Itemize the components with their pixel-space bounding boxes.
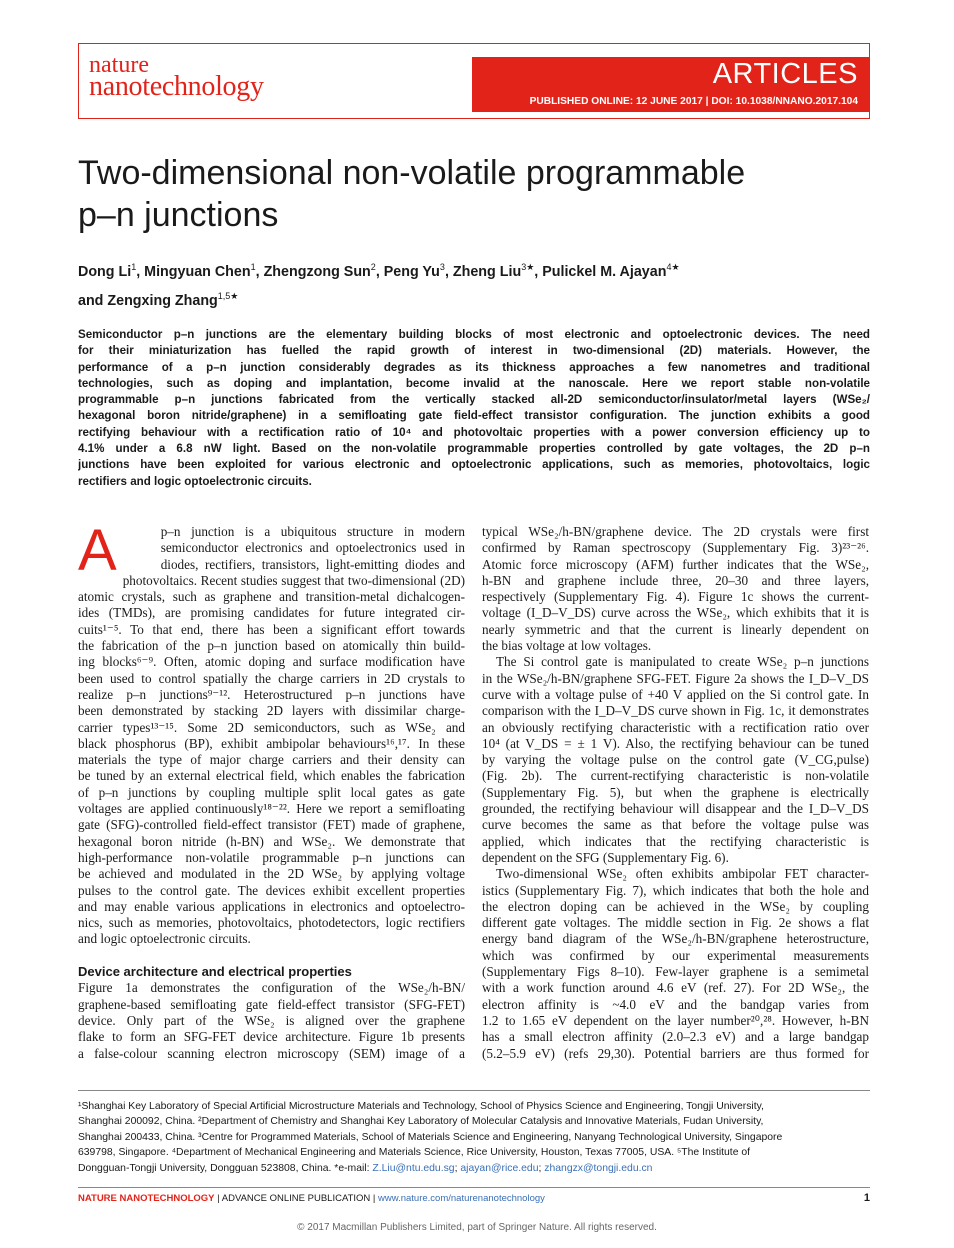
- body-line: (5.2–5.9 eV) (refs 29,30). Potential barriers are thus formed for: [482, 1045, 869, 1061]
- body-line: Atomic force microscopy (AFM) further indicates that the WSe₂,: [482, 556, 869, 572]
- intro-paragraph: [78, 518, 465, 948]
- abstract: [78, 327, 870, 490]
- body-line: with a work function around 4.6 eV (ref. 27). For 2D WSe₂, the: [482, 980, 869, 996]
- abstract-line: junctions have been exploited for various electronic and optoelectronic applications, such as memories, photovoltaics, logic: [78, 458, 870, 472]
- article-title: [78, 152, 868, 236]
- footer-divider: [78, 1187, 870, 1188]
- author-affiliation: 2: [370, 262, 376, 272]
- abstract-line: programmable p–n junctions fabricated from the vertically stacked all-2D semiconductor/insulator/metal layers (WSe₂/: [78, 393, 870, 407]
- affiliations-footnote: [78, 1099, 870, 1176]
- abstract-line: Semiconductor p–n junctions are the elementary building blocks of most electronic and optoelectronic devices. The need: [78, 328, 870, 341]
- body-line: pulses to the control gate. The devices exhibit excellent properties: [78, 882, 465, 898]
- affiliation-line: Shanghai 200092, China. ²Department of Chemistry and Shanghai Key Laboratory of Molecular Catalysis and Innovative Materials, Fudan University,: [78, 1116, 764, 1128]
- author-affiliation: 1: [131, 262, 137, 272]
- affiliation-line: Shanghai 200433, China. ³Centre for Programmed Materials, School of Materials Science and Engineering, Nanyang Technological University, Singapore: [78, 1131, 783, 1143]
- body-line: hexagonal boron nitride (h-BN) and WSe₂. We demonstrate that: [78, 833, 465, 849]
- body-line: The Si control gate is manipulated to create WSe₂ p–n junctions: [496, 654, 869, 670]
- author-name[interactable]: Zengxing Zhang: [107, 292, 218, 309]
- journal-logo[interactable]: [89, 52, 264, 102]
- author-name[interactable]: Zheng Liu: [452, 263, 522, 280]
- abstract-line: technologies, such as doping and implantation, become invalid at the nanoscale. Here we report stable non-volatile: [78, 376, 870, 390]
- author-name[interactable]: Peng Yu: [383, 263, 440, 280]
- title-line-1: Two-dimensional non-volatile programmable: [78, 154, 746, 192]
- body-line: grounded, the rectifying behaviour will disappear and the I_D–V_DS: [482, 801, 869, 817]
- body-column-left: [78, 518, 465, 1062]
- body-line: realize p–n junctions⁹⁻¹². Heterostructured p–n junctions have: [78, 686, 465, 702]
- body-line: nics, such as memories, photovoltaics, photodetectors, logic rectifiers: [78, 915, 465, 931]
- body-line: (Supplementary Figs 8–10). Few-layer graphene is a semimetal: [482, 964, 869, 980]
- footer-info: [78, 1193, 545, 1204]
- body-line: nearly symmetric and that the current is linearly dependent on: [482, 621, 869, 637]
- author-line-1: Dong Li$^1$, Mingyuan Chen$^1$, Zhengzong Sun$^2$, Peng Yu$^3$, Zheng Liu$^{3★}$, Pulickel M. Ajayan$^{4★}$: [78, 262, 680, 280]
- author-affiliation: 3★: [521, 262, 535, 272]
- author-affiliation: 4★: [666, 262, 680, 272]
- journal-url-link[interactable]: www.nature.com/naturenanotechnology: [378, 1193, 545, 1204]
- body-line: typical WSe₂/h-BN/graphene device. The 2D crystals were first: [482, 524, 869, 539]
- abstract-line: 4.1% under a 6.8 nW light. Based on the non-volatile programmable properties controlled by gate voltages, the 2D p–n: [78, 442, 870, 456]
- body-line: be achieved and modulated in the 2D WSe₂ by applying voltage: [78, 866, 465, 882]
- author-name[interactable]: Zhengzong Sun: [263, 263, 371, 280]
- body-line: high-performance non-volatile programmable p–n junctions can: [78, 849, 465, 865]
- body-column-right: [482, 524, 869, 1062]
- email-link[interactable]: zhangzx@tongji.edu.cn: [544, 1162, 653, 1174]
- body-line: atomic crystals, such as graphene and transition-metal dichalcogen-: [78, 589, 465, 605]
- body-line: electron affinity is ~4.0 eV and the bandgap varies from: [482, 996, 869, 1012]
- journal-logo-line2: nanotechnology: [89, 71, 264, 102]
- author-name[interactable]: Mingyuan Chen: [144, 263, 251, 280]
- section-paragraph: [78, 980, 465, 1061]
- body-line: curve becomes the same as that before the voltage pulse was: [482, 817, 869, 833]
- footer-journal-name: NATURE NANOTECHNOLOGY: [78, 1193, 215, 1204]
- body-line: an obviously rectifying characteristic with a rectification ratio over: [482, 719, 869, 735]
- body-line: photovoltaics. Recent studies suggest that two-dimensional (2D): [122, 572, 465, 588]
- body-line: p–n junction is a ubiquitous structure in modern: [160, 524, 465, 539]
- body-line: of p–n junctions by coupling multiple split local gates as gate: [78, 784, 465, 800]
- body-line: confirmed by Raman spectroscopy (Supplementary Fig. 3)²³⁻²⁶.: [482, 540, 869, 556]
- affiliation-line: ¹Shanghai Key Laboratory of Special Artificial Microstructure Materials and Technology, School of Physics Science and Engineering, Tongji University,: [78, 1101, 764, 1112]
- author-conjunction: and: [78, 292, 108, 309]
- copyright-notice: © 2017 Macmillan Publishers Limited, part of Springer Nature. All rights reserved.: [297, 1222, 657, 1233]
- body-line: respectively (Supplementary Fig. 4). Figure 1c shows the current-: [482, 589, 869, 605]
- affiliation-lines: [78, 1099, 870, 1176]
- body-line: voltage (I_D–V_DS) curve across the WSe₂, which exhibits that it is: [482, 605, 869, 621]
- body-line: curve with a voltage pulse of +40 V applied on the Si control gate. In: [482, 686, 869, 702]
- abstract-line: hexagonal boron nitride/graphene) in a semifloating gate field-effect transistor configuration. The junction exhibits a good: [78, 409, 870, 423]
- author-affiliation: 1,5★: [217, 290, 239, 301]
- footer-separator: | ADVANCE ONLINE PUBLICATION |: [214, 1193, 379, 1204]
- abstract-line: rectifiers and logic optoelectronic circuits.: [78, 474, 312, 488]
- affiliation-line: 639798, Singapore. ⁴Department of Mechanical Engineering and Materials Science, Rice University, Houston, Texas 77005, USA. ⁵The Institute of: [78, 1147, 751, 1159]
- body-line: been used to control spatially the charge carriers in 2D crystals to: [78, 670, 465, 686]
- body-line: the electron doping can be achieved in the WSe₂ by coupling: [482, 898, 869, 914]
- abstract-line: for their miniaturization has fuelled the rapid growth of interest in two-dimensional (2D) materials. However, the: [78, 344, 870, 358]
- body-line: a false-colour scanning electron microscopy (SEM) image of a: [78, 1045, 465, 1061]
- body-line: flake to form an SFG-FET device architecture. Figure 1b presents: [78, 1029, 465, 1045]
- body-line: graphene-based semifloating gate field-effect transistor (SFG-FET): [78, 996, 465, 1012]
- affiliation-line: Dongguan-Tongji University, Dongguan 523808, China. *e-mail: Z.Liu@ntu.edu.sg; ajayan@rice.edu; zhangzx@tongji.edu.cn: [78, 1162, 653, 1174]
- body-line: dependent on the SFG (Supplementary Fig. 6).: [482, 849, 729, 865]
- publication-info: PUBLISHED ONLINE: 12 JUNE 2017 | DOI: 10.1038/NNANO.2017.104: [529, 96, 858, 107]
- body-line: diodes, rectifiers, transistors, light-emitting diodes and: [160, 556, 465, 572]
- body-line: the fabrication of the p–n junction based on atomically thin build-: [78, 638, 465, 654]
- body-line: and may enable various applications in electronics and optoelectro-: [78, 898, 465, 914]
- section-label: ARTICLES: [712, 58, 858, 90]
- abstract-line: rectifying behaviour with a rectification ratio of 10⁴ and photovoltaic properties with a power conversion efficiency up to: [78, 425, 870, 439]
- body-line: in the WSe₂/h-BN/graphene SFG-FET. Figure 2a shows the I_D–V_DS: [482, 670, 869, 686]
- body-line: comparison with the I_D–V_DS curve shown in Fig. 1c, it demonstrates: [482, 703, 869, 719]
- body-line: different gate voltages. The middle section in Fig. 2e shows a flat: [482, 915, 869, 931]
- author-name[interactable]: Pulickel M. Ajayan: [542, 263, 667, 280]
- body-line: ides (TMDs), are promising candidates for future integrated cir-: [78, 605, 465, 621]
- title-line-2: p–n junctions: [78, 196, 279, 234]
- author-line-2: [78, 284, 868, 313]
- body-line: been demonstrated by stacking 2D layers with dissimilar charge-: [78, 703, 465, 719]
- body-line: Figure 1a demonstrates the configuration of the WSe₂/h-BN/: [78, 980, 465, 996]
- body-line: energy band diagram of the WSe₂/h-BN/graphene heterostructure,: [482, 931, 869, 947]
- page-number: 1: [863, 1192, 870, 1204]
- author-list: [78, 255, 868, 313]
- body-line: h-BN and graphene include three, 20–30 and three layers,: [482, 572, 869, 588]
- body-line: device. Only part of the WSe₂ is aligned over the graphene: [78, 1012, 465, 1028]
- body-line: semiconductor electronics and optoelectronics used in: [160, 540, 465, 556]
- author-affiliation: 1: [250, 262, 256, 272]
- body-line: (Fig. 2b). The current-rectifying characteristic is non-volatile: [482, 768, 869, 784]
- body-line: has a small electron affinity (2.0–2.3 eV) and a large bandgap: [482, 1029, 869, 1045]
- body-line: 1.2 to 1.65 eV dependent on the layer number²⁰,²⁸. However, h-BN: [482, 1012, 869, 1028]
- body-line: 10⁴ (at V_DS = ± 1 V). Also, the rectifying behaviour can be tuned: [482, 735, 869, 751]
- body-line: be tuned by an external electrical field, which enables the fabrication: [78, 768, 465, 784]
- body-line: ing blocks⁶⁻⁹. Often, atomic doping and surface modification have: [78, 654, 465, 670]
- body-line: carrier types¹³⁻¹⁵. Some 2D semiconductors, such as WSe₂ and: [78, 719, 465, 735]
- body-line: black phosphorus (BP), exhibit ambipolar behaviours¹⁶,¹⁷. In these: [78, 735, 465, 751]
- abstract-line: performance of a p–n junction considerably degrades as its thickness approaches a few nanometres and traditional: [78, 360, 870, 374]
- section-banner: [472, 57, 870, 112]
- body-line: the bias voltage at low voltages.: [482, 638, 652, 654]
- body-line: gate (SFG)-controlled field-effect transistor (FET) made of graphene,: [78, 817, 465, 833]
- body-line: voltages are applied continuously¹⁸⁻²². Here we report a semifloating: [78, 801, 465, 817]
- body-line: cuits¹⁻⁵. To that end, there has been a significant effort towards: [78, 621, 465, 637]
- body-line: which was confirmed by our experimental measurements: [482, 947, 869, 963]
- body-line: by varying the voltage pulse on the control gate (V_CG,pulse): [482, 752, 869, 768]
- journal-logo-line1: nature: [89, 52, 149, 78]
- email-link[interactable]: Z.Liu@ntu.edu.sg: [372, 1162, 455, 1174]
- body-line: materials the type of major charge carriers and their density can: [78, 752, 465, 768]
- body-line: and logic optoelectronic circuits.: [78, 931, 251, 947]
- body-line: istics (Supplementary Fig. 7), which indicates that both the hole and: [482, 882, 869, 898]
- author-affiliation: 3: [439, 262, 445, 272]
- body-paragraphs: [482, 524, 869, 1062]
- body-line: Two-dimensional WSe₂ often exhibits ambipolar FET character-: [496, 866, 869, 882]
- author-name[interactable]: Dong Li: [78, 263, 132, 280]
- section-heading: Device architecture and electrical properties: [78, 964, 352, 980]
- drop-cap: A: [78, 518, 117, 583]
- email-link[interactable]: ajayan@rice.edu: [460, 1162, 539, 1174]
- journal-header: [78, 43, 870, 119]
- body-line: applied, which indicates that the rectifying characteristic is: [482, 833, 869, 849]
- body-line: (Supplementary Fig. 5), but when the graphene is electrically: [482, 784, 869, 800]
- footnote-divider: [78, 1090, 870, 1091]
